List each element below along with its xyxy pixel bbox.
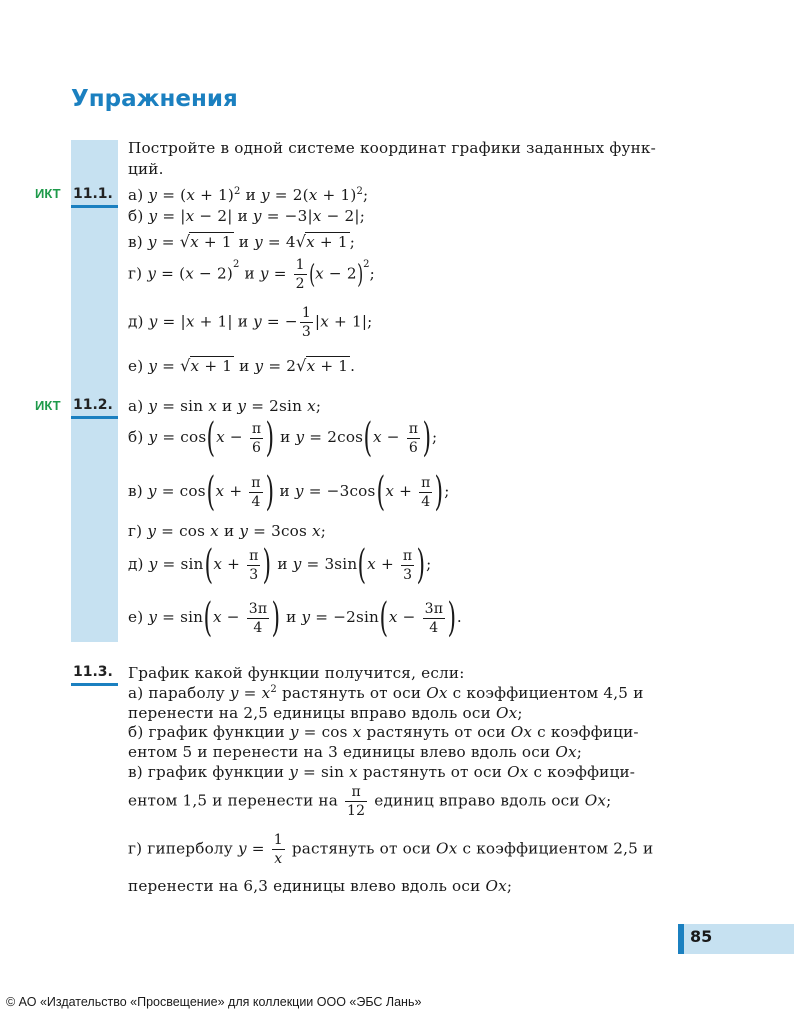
exercise-number: 11.2. <box>73 397 113 413</box>
task-line: б) y = |x − 2| и y = −3|x − 2|; <box>128 207 366 225</box>
exercise-number: 11.3. <box>73 664 113 680</box>
task-line: г) $y = (x - 2)^2$ и y = $\frac{1}{2}$ $(x - 2)^2$; <box>128 257 375 292</box>
text-fragment: с коэффициентом 4,5 и <box>452 684 644 702</box>
exercise-underline <box>71 416 118 419</box>
task-line: е) y = sin(x − $\frac{3\pi}{4}$ ) и y = −2sin(x − $\frac{3\pi}{4}$ ). <box>128 595 462 641</box>
item-label: б) <box>128 207 144 225</box>
exercise-underline <box>71 683 118 686</box>
task-line: ентом 1,5 и перенести на $\frac{\pi}{12}$ единиц вправо вдоль оси Ox; <box>128 784 612 819</box>
item-label: в) <box>128 233 143 251</box>
text-fragment: растянуть от оси <box>282 684 422 702</box>
item-label: д) <box>128 555 144 573</box>
exercise-number: 11.1. <box>73 186 113 202</box>
exercise-underline <box>71 205 118 208</box>
copyright-notice: © АО «Издательство «Просвещение» для коллекции ООО «ЭБС Лань» <box>6 995 422 1009</box>
text-fragment: растянуть от оси <box>362 763 503 781</box>
task-line: е) y = √x + 1 и y = 2√x + 1 . <box>128 356 356 375</box>
task-line: а) $y = (x + 1)^2$ и $y = 2(x + 1)^2$; <box>128 186 369 204</box>
task-line: перенести на 2,5 единицы вправо вдоль оси Ox; <box>128 704 523 722</box>
task-line: в) y = cos(x + $\frac{\pi}{4}$ ) и y = −3cos(x + $\frac{\pi}{4}$ ); <box>128 469 450 515</box>
text-fragment: с коэффици- <box>537 723 639 741</box>
task-line: перенести на 6,3 единицы влево вдоль оси Ox; <box>128 877 513 895</box>
task-line: а) y = sin x и y = 2sin x; <box>128 397 322 415</box>
item-label: е) <box>128 357 144 375</box>
page-number: 85 <box>690 927 713 946</box>
item-label: е) <box>128 608 144 626</box>
text-fragment: б) график функции <box>128 723 285 741</box>
page-number-accent <box>678 924 684 954</box>
text-fragment: с коэффициентом 2,5 и <box>462 839 654 858</box>
task-line: в) график функции y = sin x растянуть от оси Ox с коэффици- <box>128 763 636 781</box>
task-line: б) y = cos(x − $\frac{\pi}{6}$ ) и y = 2cos(x − $\frac{\pi}{6}$ ); <box>128 415 438 461</box>
ikt-label: ИКТ <box>35 186 61 201</box>
ikt-label: ИКТ <box>35 398 61 413</box>
intro-line-2: ций. <box>128 160 164 178</box>
task-line: ентом 5 и перенести на 3 единицы влево вдоль оси Ox; <box>128 743 583 761</box>
text-fragment: растянуть от оси <box>291 839 432 858</box>
item-label: а) <box>128 186 144 204</box>
task-line: б) график функции y = cos x растянуть от оси Ox с коэффици- <box>128 723 639 741</box>
task-line: д) y = sin(x + $\frac{\pi}{3}$ ) и y = 3sin(x + $\frac{\pi}{3}$ ); <box>128 542 432 588</box>
exercise-side-band <box>71 140 118 642</box>
task-line: г) гиперболу y = $\frac{1}{x}$ растянуть от оси Ox с коэффициентом 2,5 и <box>128 832 654 867</box>
text-fragment: единиц вправо вдоль оси <box>374 791 580 810</box>
task-line: в) y = √x + 1 и y = 4√x + 1 ; <box>128 232 356 251</box>
text-fragment: ентом 5 и перенести на 3 единицы влево вдоль оси <box>128 743 551 761</box>
intro-line-1: Постройте в одной системе координат графики заданных функ- <box>128 139 656 157</box>
text-fragment: растянуть от оси <box>366 723 506 741</box>
item-label: а) <box>128 397 144 415</box>
item-label: в) <box>128 482 143 500</box>
item-label: г) <box>128 264 143 283</box>
task-line: а) параболу $y = x^2$ растянуть от оси Ox с коэффициентом 4,5 и <box>128 684 644 702</box>
question-line: График какой функции получится, если: <box>128 664 465 682</box>
text-fragment: в) график функции <box>128 763 285 781</box>
item-label: б) <box>128 428 144 446</box>
text-fragment: с коэффици- <box>533 763 636 781</box>
text-fragment: перенести на 2,5 единицы вправо вдоль оси <box>128 704 491 722</box>
task-line: д) y = |x + 1| и y = − $\frac{1}{3}$ |x + 1|; <box>128 305 373 340</box>
item-label: г) <box>128 522 143 540</box>
text-fragment: ентом 1,5 и перенести на <box>128 791 338 810</box>
task-line: г) y = cos x и y = 3cos x; <box>128 522 327 540</box>
text-fragment: перенести на 6,3 единицы влево вдоль оси <box>128 877 481 895</box>
section-title: Упражнения <box>71 86 238 112</box>
item-label: д) <box>128 312 144 331</box>
text-fragment: г) гиперболу <box>128 839 233 858</box>
text-fragment: а) параболу <box>128 684 225 702</box>
